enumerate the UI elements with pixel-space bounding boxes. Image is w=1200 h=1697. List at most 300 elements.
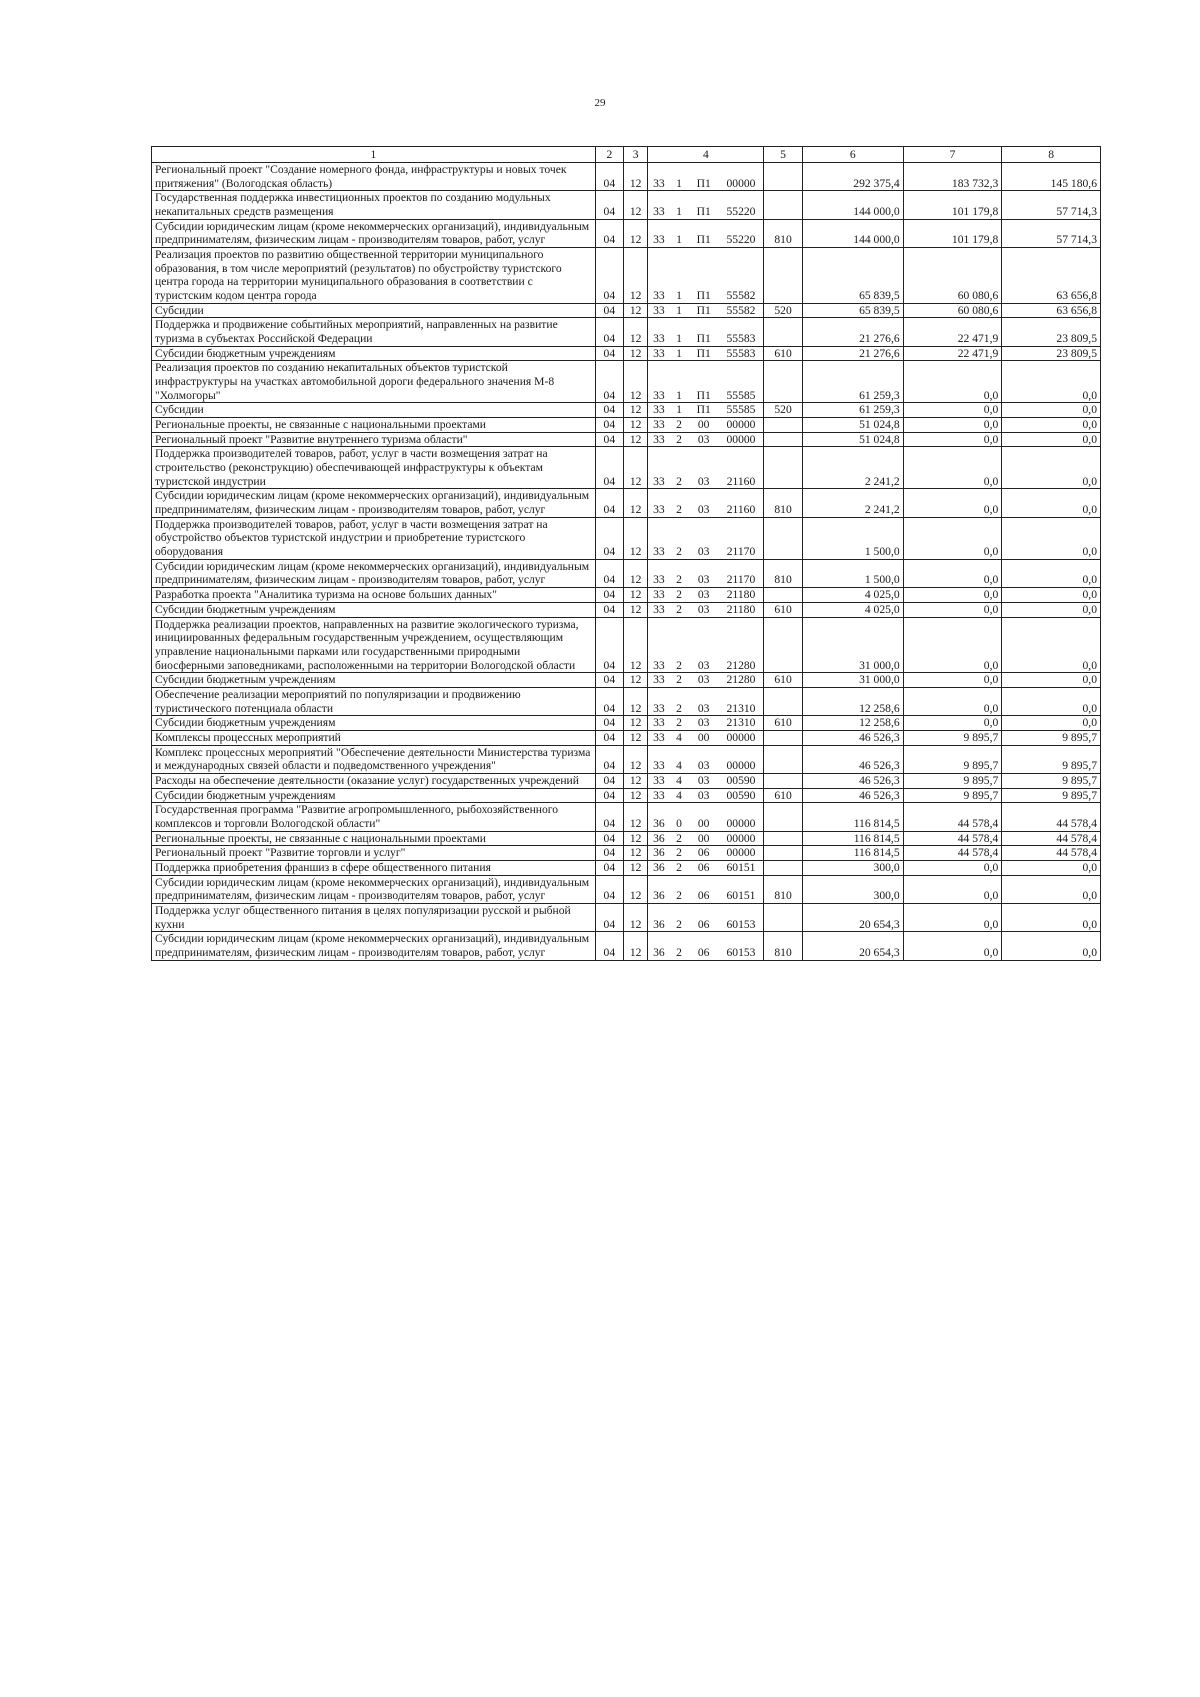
direction-code: П1: [689, 303, 719, 318]
amount-col-8: 23 809,5: [1002, 346, 1101, 361]
amount-col-8: 0,0: [1002, 673, 1101, 688]
amount-col-6: 4 025,0: [802, 588, 903, 603]
expense-code: 21280: [719, 617, 764, 673]
amount-col-8: 9 895,7: [1002, 730, 1101, 745]
section-code: 04: [595, 860, 623, 875]
amount-col-8: 0,0: [1002, 447, 1101, 489]
expense-code: 55582: [719, 303, 764, 318]
direction-code: П1: [689, 403, 719, 418]
amount-col-8: 0,0: [1002, 403, 1101, 418]
program-code: 33: [648, 403, 669, 418]
row-name: Субсидии юридическим лицам (кроме некоммерческих организаций), индивидуальным предпринимателям, физическим лицам - производителям товаров, работ, услуг: [152, 875, 596, 903]
subprogram-code: 2: [669, 617, 688, 673]
expense-type-code: [764, 687, 803, 715]
expense-type-code: [764, 617, 803, 673]
budget-table: [151, 146, 1101, 961]
direction-code: П1: [689, 219, 719, 247]
section-code: 04: [595, 788, 623, 803]
column-header: 8: [1002, 147, 1101, 163]
table-row: [152, 303, 1101, 318]
amount-col-8: 0,0: [1002, 517, 1101, 559]
subsection-code: 12: [623, 219, 648, 247]
direction-code: 03: [689, 745, 719, 773]
row-name: Реализация проектов по созданию некапитальных объектов туристской инфраструктуры на участках автомобильной дороги федерального значения М-8 "Холмогоры": [152, 361, 596, 403]
amount-col-7: 60 080,6: [903, 248, 1002, 304]
program-code: 36: [648, 875, 669, 903]
program-code: 33: [648, 318, 669, 346]
table-row: [152, 559, 1101, 587]
amount-col-8: 63 656,8: [1002, 303, 1101, 318]
section-code: 04: [595, 745, 623, 773]
amount-col-7: 44 578,4: [903, 803, 1002, 831]
table-row: [152, 803, 1101, 831]
expense-type-code: [764, 846, 803, 861]
section-code: 04: [595, 346, 623, 361]
table-row: [152, 418, 1101, 433]
program-code: 33: [648, 745, 669, 773]
page-number: 29: [594, 97, 606, 109]
expense-type-code: [764, 517, 803, 559]
direction-code: 00: [689, 730, 719, 745]
row-name: Субсидии бюджетным учреждениям: [152, 602, 596, 617]
subprogram-code: 1: [669, 346, 688, 361]
row-name: Комплекс процессных мероприятий "Обеспечение деятельности Министерства туризма и международных связей области и подведомственного учреждения": [152, 745, 596, 773]
subprogram-code: 2: [669, 447, 688, 489]
table-row: [152, 346, 1101, 361]
column-header: 2: [595, 147, 623, 163]
section-code: 04: [595, 846, 623, 861]
program-code: 36: [648, 932, 669, 960]
amount-col-8: 23 809,5: [1002, 318, 1101, 346]
amount-col-7: 0,0: [903, 489, 1002, 517]
direction-code: 03: [689, 773, 719, 788]
direction-code: П1: [689, 248, 719, 304]
direction-code: 03: [689, 788, 719, 803]
column-header: 5: [764, 147, 803, 163]
header-row: [152, 147, 1101, 163]
amount-col-7: 0,0: [903, 432, 1002, 447]
subprogram-code: 2: [669, 831, 688, 846]
expense-code: 55582: [719, 248, 764, 304]
expense-type-code: [764, 361, 803, 403]
subprogram-code: 2: [669, 489, 688, 517]
table-row: [152, 447, 1101, 489]
amount-col-7: 0,0: [903, 716, 1002, 731]
expense-type-code: [764, 803, 803, 831]
program-code: 33: [648, 163, 669, 191]
amount-col-7: 0,0: [903, 617, 1002, 673]
amount-col-7: 60 080,6: [903, 303, 1002, 318]
section-code: 04: [595, 403, 623, 418]
expense-code: 21160: [719, 489, 764, 517]
amount-col-7: 0,0: [903, 447, 1002, 489]
expense-type-code: 520: [764, 303, 803, 318]
row-name: Региональный проект "Создание номерного фонда, инфраструктуры и новых точек притяжения" (Вологодская область): [152, 163, 596, 191]
table-row: [152, 673, 1101, 688]
program-code: 33: [648, 219, 669, 247]
program-code: 33: [648, 432, 669, 447]
expense-type-code: 610: [764, 716, 803, 731]
amount-col-6: 61 259,3: [802, 403, 903, 418]
subprogram-code: 2: [669, 903, 688, 931]
program-code: 36: [648, 860, 669, 875]
table-row: [152, 903, 1101, 931]
amount-col-8: 63 656,8: [1002, 248, 1101, 304]
row-name: Обеспечение реализации мероприятий по популяризации и продвижению туристического потенциала области: [152, 687, 596, 715]
subprogram-code: 2: [669, 517, 688, 559]
row-name: Субсидии: [152, 303, 596, 318]
expense-code: 60153: [719, 932, 764, 960]
amount-col-7: 9 895,7: [903, 773, 1002, 788]
subsection-code: 12: [623, 602, 648, 617]
direction-code: 06: [689, 903, 719, 931]
expense-code: 55583: [719, 346, 764, 361]
direction-code: 06: [689, 846, 719, 861]
table-row: [152, 831, 1101, 846]
amount-col-7: 101 179,8: [903, 191, 1002, 219]
amount-col-6: 65 839,5: [802, 303, 903, 318]
subprogram-code: 2: [669, 602, 688, 617]
table-row: [152, 361, 1101, 403]
direction-code: 03: [689, 588, 719, 603]
subsection-code: 12: [623, 559, 648, 587]
program-code: 33: [648, 346, 669, 361]
program-code: 36: [648, 831, 669, 846]
amount-col-8: 44 578,4: [1002, 846, 1101, 861]
table-row: [152, 716, 1101, 731]
amount-col-6: 300,0: [802, 860, 903, 875]
table-row: [152, 932, 1101, 960]
expense-code: 55220: [719, 191, 764, 219]
row-name: Поддержка производителей товаров, работ, услуг в части возмещения затрат на обустройство объектов туристской индустрии и приобретение туристского оборудования: [152, 517, 596, 559]
expense-type-code: [764, 248, 803, 304]
section-code: 04: [595, 617, 623, 673]
section-code: 04: [595, 163, 623, 191]
table-row: [152, 602, 1101, 617]
direction-code: 03: [689, 716, 719, 731]
table-row: [152, 687, 1101, 715]
table-body: [152, 163, 1101, 961]
amount-col-7: 0,0: [903, 418, 1002, 433]
amount-col-7: 0,0: [903, 932, 1002, 960]
expense-code: 00000: [719, 846, 764, 861]
subprogram-code: 2: [669, 875, 688, 903]
subprogram-code: 2: [669, 673, 688, 688]
expense-type-code: [764, 860, 803, 875]
subprogram-code: 2: [669, 588, 688, 603]
expense-type-code: [764, 773, 803, 788]
subprogram-code: 4: [669, 730, 688, 745]
expense-type-code: 810: [764, 875, 803, 903]
direction-code: 03: [689, 602, 719, 617]
expense-type-code: [764, 418, 803, 433]
expense-type-code: 520: [764, 403, 803, 418]
section-code: 04: [595, 773, 623, 788]
amount-col-6: 51 024,8: [802, 432, 903, 447]
amount-col-6: 46 526,3: [802, 745, 903, 773]
subprogram-code: 1: [669, 219, 688, 247]
amount-col-6: 46 526,3: [802, 788, 903, 803]
expense-type-code: [764, 447, 803, 489]
expense-type-code: [764, 432, 803, 447]
table-row: [152, 788, 1101, 803]
amount-col-8: 0,0: [1002, 588, 1101, 603]
table-row: [152, 432, 1101, 447]
amount-col-6: 21 276,6: [802, 346, 903, 361]
amount-col-6: 46 526,3: [802, 773, 903, 788]
section-code: 04: [595, 875, 623, 903]
row-name: Государственная поддержка инвестиционных проектов по созданию модульных некапитальных средств размещения: [152, 191, 596, 219]
column-header: 1: [152, 147, 596, 163]
row-name: Субсидии бюджетным учреждениям: [152, 716, 596, 731]
amount-col-6: 46 526,3: [802, 730, 903, 745]
amount-col-6: 300,0: [802, 875, 903, 903]
expense-code: 21280: [719, 673, 764, 688]
amount-col-7: 183 732,3: [903, 163, 1002, 191]
expense-type-code: [764, 318, 803, 346]
subprogram-code: 2: [669, 559, 688, 587]
row-name: Поддержка приобретения франшиз в сфере общественного питания: [152, 860, 596, 875]
subprogram-code: 1: [669, 191, 688, 219]
amount-col-7: 22 471,9: [903, 346, 1002, 361]
table-row: [152, 860, 1101, 875]
amount-col-8: 0,0: [1002, 559, 1101, 587]
expense-type-code: [764, 191, 803, 219]
section-code: 04: [595, 248, 623, 304]
amount-col-8: 0,0: [1002, 432, 1101, 447]
amount-col-8: 57 714,3: [1002, 219, 1101, 247]
section-code: 04: [595, 903, 623, 931]
direction-code: 00: [689, 418, 719, 433]
program-code: 33: [648, 716, 669, 731]
program-code: 33: [648, 588, 669, 603]
table-row: [152, 191, 1101, 219]
section-code: 04: [595, 687, 623, 715]
expense-type-code: 610: [764, 602, 803, 617]
amount-col-7: 0,0: [903, 602, 1002, 617]
amount-col-6: 61 259,3: [802, 361, 903, 403]
subsection-code: 12: [623, 418, 648, 433]
direction-code: П1: [689, 191, 719, 219]
amount-col-7: 0,0: [903, 875, 1002, 903]
section-code: 04: [595, 219, 623, 247]
expense-code: 21180: [719, 588, 764, 603]
amount-col-6: 12 258,6: [802, 716, 903, 731]
direction-code: 03: [689, 673, 719, 688]
expense-type-code: [764, 730, 803, 745]
direction-code: П1: [689, 163, 719, 191]
subsection-code: 12: [623, 447, 648, 489]
subsection-code: 12: [623, 730, 648, 745]
subprogram-code: 2: [669, 687, 688, 715]
subsection-code: 12: [623, 831, 648, 846]
subsection-code: 12: [623, 517, 648, 559]
section-code: 04: [595, 831, 623, 846]
direction-code: 03: [689, 517, 719, 559]
amount-col-7: 22 471,9: [903, 318, 1002, 346]
expense-code: 60151: [719, 875, 764, 903]
row-name: Поддержка реализации проектов, направленных на развитие экологического туризма, инициированных федеральным государственным учреждением, осуществляющим управление национальными парками или государственными природными биосферными заповедниками, расположенными на территории Вологодской области: [152, 617, 596, 673]
expense-code: 00000: [719, 745, 764, 773]
amount-col-6: 31 000,0: [802, 673, 903, 688]
expense-code: 55585: [719, 361, 764, 403]
subsection-code: 12: [623, 673, 648, 688]
subsection-code: 12: [623, 163, 648, 191]
row-name: Субсидии бюджетным учреждениям: [152, 673, 596, 688]
subprogram-code: 1: [669, 403, 688, 418]
expense-type-code: [764, 745, 803, 773]
subprogram-code: 4: [669, 773, 688, 788]
row-name: Субсидии юридическим лицам (кроме некоммерческих организаций), индивидуальным предпринимателям, физическим лицам - производителям товаров, работ, услуг: [152, 219, 596, 247]
expense-code: 21310: [719, 687, 764, 715]
amount-col-7: 9 895,7: [903, 788, 1002, 803]
section-code: 04: [595, 418, 623, 433]
amount-col-7: 9 895,7: [903, 730, 1002, 745]
amount-col-8: 0,0: [1002, 617, 1101, 673]
table-row: [152, 219, 1101, 247]
direction-code: П1: [689, 346, 719, 361]
program-code: 36: [648, 903, 669, 931]
subsection-code: 12: [623, 318, 648, 346]
direction-code: 03: [689, 447, 719, 489]
expense-code: 00000: [719, 432, 764, 447]
expense-code: 00000: [719, 163, 764, 191]
section-code: 04: [595, 447, 623, 489]
amount-col-8: 0,0: [1002, 875, 1101, 903]
section-code: 04: [595, 588, 623, 603]
subprogram-code: 2: [669, 932, 688, 960]
program-code: 33: [648, 617, 669, 673]
program-code: 33: [648, 447, 669, 489]
expense-code: 21170: [719, 559, 764, 587]
table-row: [152, 163, 1101, 191]
amount-col-8: 0,0: [1002, 418, 1101, 433]
expense-code: 00590: [719, 773, 764, 788]
amount-col-6: 2 241,2: [802, 447, 903, 489]
subprogram-code: 4: [669, 745, 688, 773]
direction-code: 03: [689, 687, 719, 715]
amount-col-8: 9 895,7: [1002, 788, 1101, 803]
row-name: Субсидии юридическим лицам (кроме некоммерческих организаций), индивидуальным предпринимателям, физическим лицам - производителям товаров, работ, услуг: [152, 559, 596, 587]
program-code: 33: [648, 602, 669, 617]
section-code: 04: [595, 489, 623, 517]
column-header: 6: [802, 147, 903, 163]
program-code: 36: [648, 846, 669, 861]
amount-col-7: 101 179,8: [903, 219, 1002, 247]
expense-code: 21160: [719, 447, 764, 489]
direction-code: 03: [689, 559, 719, 587]
amount-col-7: 0,0: [903, 559, 1002, 587]
table-row: [152, 489, 1101, 517]
subsection-code: 12: [623, 860, 648, 875]
row-name: Региональные проекты, не связанные с национальными проектами: [152, 831, 596, 846]
subsection-code: 12: [623, 346, 648, 361]
amount-col-7: 0,0: [903, 673, 1002, 688]
expense-code: 55220: [719, 219, 764, 247]
expense-code: 21170: [719, 517, 764, 559]
row-name: Разработка проекта "Аналитика туризма на основе больших данных": [152, 588, 596, 603]
subprogram-code: 2: [669, 418, 688, 433]
section-code: 04: [595, 303, 623, 318]
amount-col-8: 44 578,4: [1002, 831, 1101, 846]
subsection-code: 12: [623, 303, 648, 318]
amount-col-7: 9 895,7: [903, 745, 1002, 773]
amount-col-6: 116 814,5: [802, 803, 903, 831]
program-code: 33: [648, 248, 669, 304]
row-name: Региональный проект "Развитие торговли и услуг": [152, 846, 596, 861]
expense-type-code: 610: [764, 788, 803, 803]
expense-type-code: [764, 163, 803, 191]
amount-col-6: 144 000,0: [802, 219, 903, 247]
amount-col-7: 0,0: [903, 588, 1002, 603]
row-name: Поддержка и продвижение событийных мероприятий, направленных на развитие туризма в субъектах Российской Федерации: [152, 318, 596, 346]
direction-code: 06: [689, 860, 719, 875]
row-name: Расходы на обеспечение деятельности (оказание услуг) государственных учреждений: [152, 773, 596, 788]
amount-col-7: 0,0: [903, 903, 1002, 931]
subprogram-code: 1: [669, 163, 688, 191]
amount-col-6: 144 000,0: [802, 191, 903, 219]
row-name: Региональные проекты, не связанные с национальными проектами: [152, 418, 596, 433]
direction-code: 03: [689, 432, 719, 447]
section-code: 04: [595, 191, 623, 219]
amount-col-8: 9 895,7: [1002, 773, 1101, 788]
direction-code: 06: [689, 875, 719, 903]
amount-col-8: 0,0: [1002, 932, 1101, 960]
expense-type-code: [764, 831, 803, 846]
amount-col-8: 57 714,3: [1002, 191, 1101, 219]
section-code: 04: [595, 673, 623, 688]
subsection-code: 12: [623, 403, 648, 418]
expense-type-code: 610: [764, 346, 803, 361]
amount-col-6: 31 000,0: [802, 617, 903, 673]
program-code: 36: [648, 803, 669, 831]
subsection-code: 12: [623, 846, 648, 861]
program-code: 33: [648, 517, 669, 559]
amount-col-8: 0,0: [1002, 903, 1101, 931]
program-code: 33: [648, 730, 669, 745]
subsection-code: 12: [623, 588, 648, 603]
amount-col-6: 4 025,0: [802, 602, 903, 617]
expense-type-code: 810: [764, 932, 803, 960]
amount-col-7: 0,0: [903, 517, 1002, 559]
subsection-code: 12: [623, 191, 648, 219]
table-row: [152, 403, 1101, 418]
row-name: Субсидии юридическим лицам (кроме некоммерческих организаций), индивидуальным предпринимателям, физическим лицам - производителям товаров, работ, услуг: [152, 489, 596, 517]
expense-type-code: [764, 903, 803, 931]
subprogram-code: 2: [669, 432, 688, 447]
column-header: 3: [623, 147, 648, 163]
subsection-code: 12: [623, 903, 648, 931]
subprogram-code: 1: [669, 303, 688, 318]
amount-col-6: 20 654,3: [802, 903, 903, 931]
amount-col-7: 0,0: [903, 860, 1002, 875]
direction-code: 06: [689, 932, 719, 960]
table-row: [152, 588, 1101, 603]
table-row: [152, 248, 1101, 304]
expense-code: 21310: [719, 716, 764, 731]
subsection-code: 12: [623, 489, 648, 517]
row-name: Субсидии юридическим лицам (кроме некоммерческих организаций), индивидуальным предпринимателям, физическим лицам - производителям товаров, работ, услуг: [152, 932, 596, 960]
amount-col-8: 0,0: [1002, 860, 1101, 875]
subsection-code: 12: [623, 716, 648, 731]
amount-col-6: 116 814,5: [802, 846, 903, 861]
amount-col-7: 44 578,4: [903, 831, 1002, 846]
amount-col-6: 1 500,0: [802, 517, 903, 559]
expense-code: 21180: [719, 602, 764, 617]
expense-code: 60153: [719, 903, 764, 931]
row-name: Региональный проект "Развитие внутреннего туризма области": [152, 432, 596, 447]
amount-col-6: 1 500,0: [802, 559, 903, 587]
